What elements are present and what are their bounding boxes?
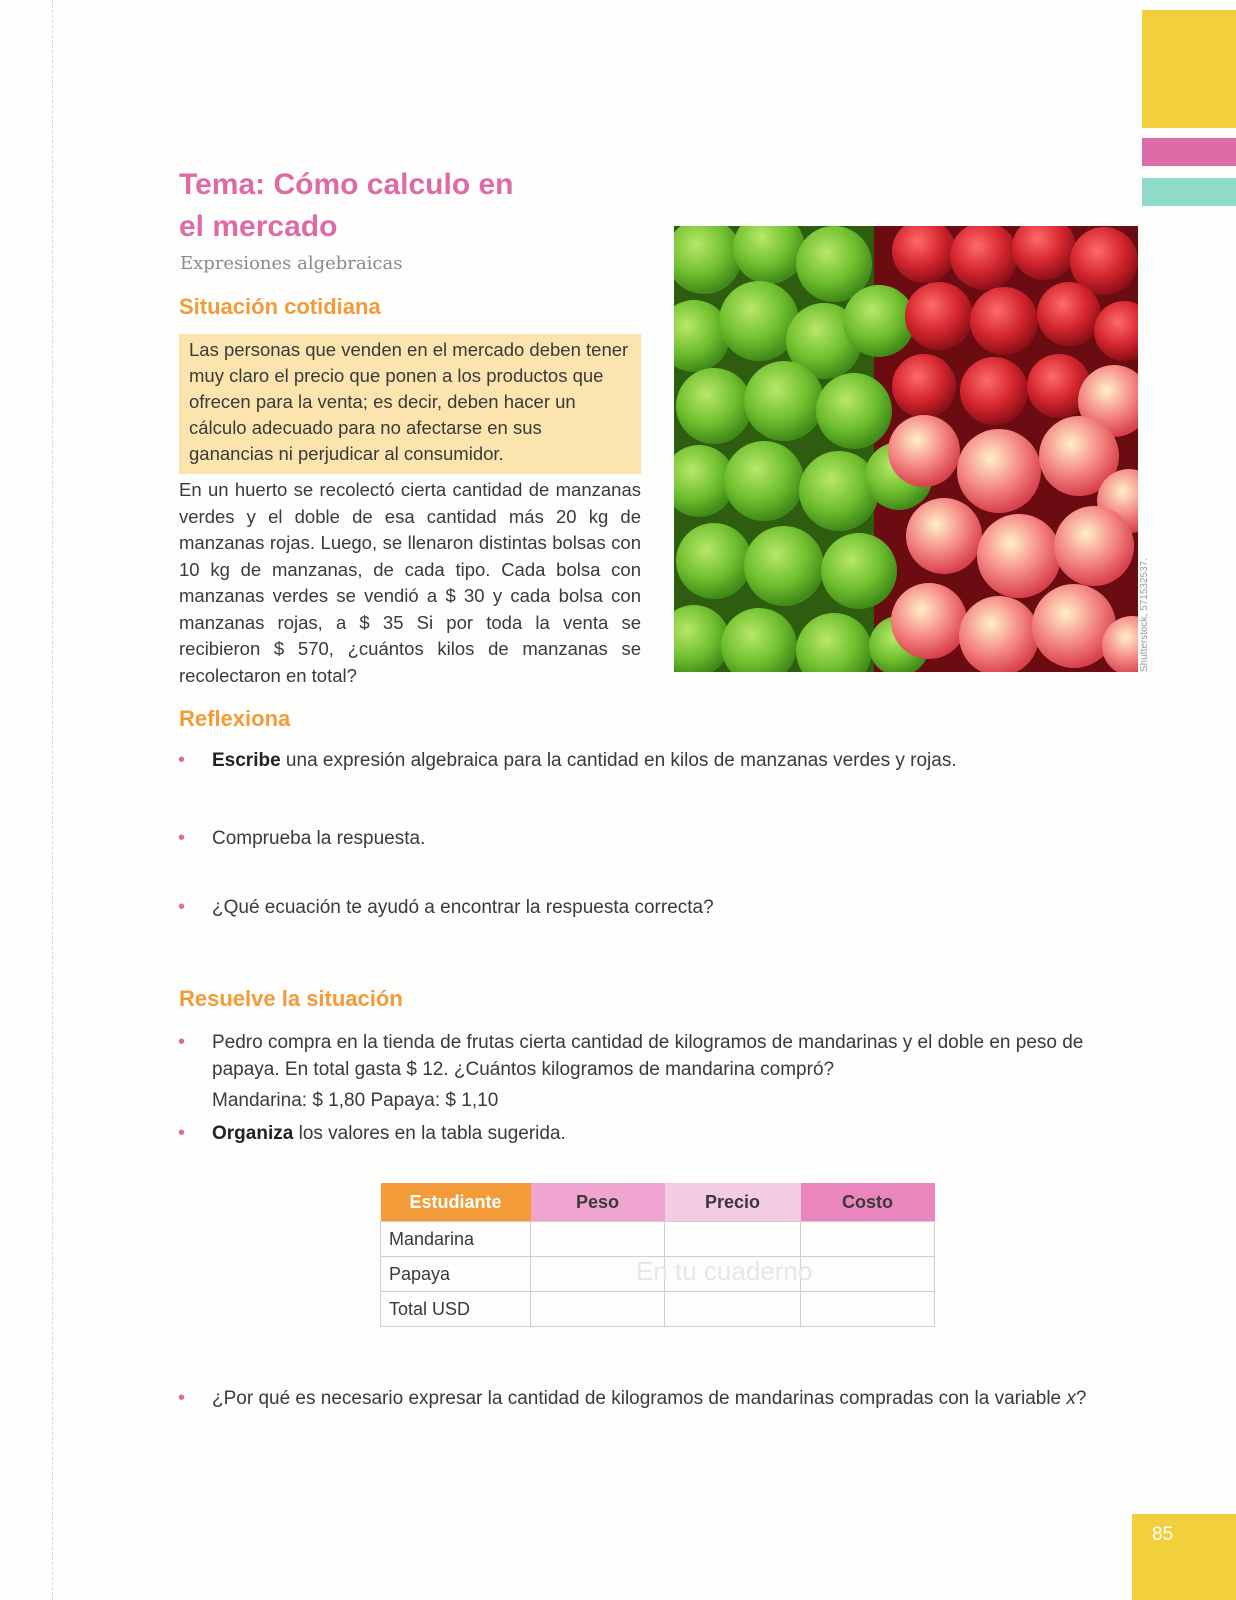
bullet-dot: • bbox=[178, 1122, 186, 1144]
page-margin-line bbox=[52, 0, 54, 1600]
heading-reflexiona: Reflexiona bbox=[179, 706, 291, 731]
cell-empty bbox=[801, 1292, 935, 1327]
item-text: una expresión algebraica para la cantidad en kilos de manzanas verdes y rojas. bbox=[280, 750, 957, 771]
page-subtitle: Expresiones algebraicas bbox=[180, 253, 403, 274]
cell-empty bbox=[801, 1257, 935, 1292]
header-estudiante: Estudiante bbox=[381, 1183, 531, 1222]
title-line-1: Tema: Cómo calculo en bbox=[179, 168, 514, 201]
row-label: Papaya bbox=[381, 1257, 531, 1292]
bullet-dot: • bbox=[178, 896, 186, 918]
bullet-dot: • bbox=[178, 749, 186, 771]
cell-empty bbox=[665, 1257, 801, 1292]
heading-situacion: Situación cotidiana bbox=[179, 294, 381, 319]
cell-empty bbox=[801, 1222, 935, 1257]
cell-empty bbox=[531, 1222, 665, 1257]
heading-resuelve: Resuelve la situación bbox=[179, 986, 403, 1011]
header-precio: Precio bbox=[665, 1183, 801, 1222]
apples-photo bbox=[674, 226, 1138, 672]
price-list: Mandarina: $ 1,80 Papaya: $ 1,10 bbox=[212, 1090, 499, 1111]
table-row bbox=[381, 1292, 935, 1327]
item-text: Comprueba la respuesta. bbox=[212, 828, 426, 849]
header-peso: Peso bbox=[531, 1183, 665, 1222]
bold-verb: Organiza bbox=[212, 1123, 294, 1144]
values-table bbox=[380, 1183, 935, 1327]
item-text: ¿Qué ecuación te ayudó a encontrar la respuesta correcta? bbox=[212, 897, 714, 918]
title-line-2: el mercado bbox=[179, 210, 338, 243]
cell-empty bbox=[665, 1222, 801, 1257]
page-title bbox=[179, 164, 649, 248]
item-text: los valores en la tabla sugerida. bbox=[293, 1123, 566, 1144]
notebook-watermark: En tu cuaderno bbox=[636, 1256, 813, 1286]
cell-empty bbox=[531, 1257, 665, 1292]
problem-text: En un huerto se recolectó cierta cantidad de manzanas verdes y el doble de esa cantidad más 20 kg de manzanas rojas. Luego, se llenaron distintas bolsas con 10 kg de manzanas, de cada tipo. Cada bolsa con manzanas verdes se vendió a $ 30 y cada bolsa con manzanas rojas, a $ 35 Si por toda la venta se recibieron $ 570, ¿cuántos kilos de manzanas se recolectaron en total? bbox=[179, 479, 641, 686]
highlight-box: Las personas que venden en el mercado deben tener muy claro el precio que ponen a los productos que ofrecen para la venta; es decir, deben hacer un cálculo adecuado para no afectarse en sus ganancias ni perjudicar al consumidor. bbox=[179, 334, 641, 474]
apples-illustration bbox=[674, 226, 1138, 672]
resuelve-item-1: Pedro compra en la tienda de frutas cierta cantidad de kilogramos de mandarinas y el doble en peso de papaya. En total gasta $ 12. ¿Cuántos kilogramos de mandarina compró? bbox=[212, 1032, 1084, 1080]
table-header-row bbox=[381, 1183, 935, 1222]
color-tab-yellow bbox=[1142, 10, 1236, 128]
photo-credit: Shutterstock, 571532537. bbox=[1139, 558, 1150, 672]
header-costo: Costo bbox=[801, 1183, 935, 1222]
bullet-dot: • bbox=[178, 1031, 186, 1053]
bullet-dot: • bbox=[178, 1387, 186, 1409]
color-tab-pink bbox=[1142, 138, 1236, 166]
item-text-end: ? bbox=[1075, 1388, 1087, 1409]
variable-x: x bbox=[1066, 1388, 1076, 1409]
color-tab-teal bbox=[1142, 178, 1236, 206]
page-number: 85 bbox=[1132, 1514, 1236, 1600]
bullet-dot: • bbox=[178, 827, 186, 849]
row-label: Total USD bbox=[381, 1292, 531, 1327]
item-text: ¿Por qué es necesario expresar la cantidad de kilogramos de mandarinas compradas con la variable bbox=[212, 1388, 1067, 1409]
row-label: Mandarina bbox=[381, 1222, 531, 1257]
table-row bbox=[381, 1257, 935, 1292]
cell-empty bbox=[665, 1292, 801, 1327]
cell-empty bbox=[531, 1292, 665, 1327]
bold-verb: Escribe bbox=[212, 750, 281, 771]
table-row bbox=[381, 1222, 935, 1257]
